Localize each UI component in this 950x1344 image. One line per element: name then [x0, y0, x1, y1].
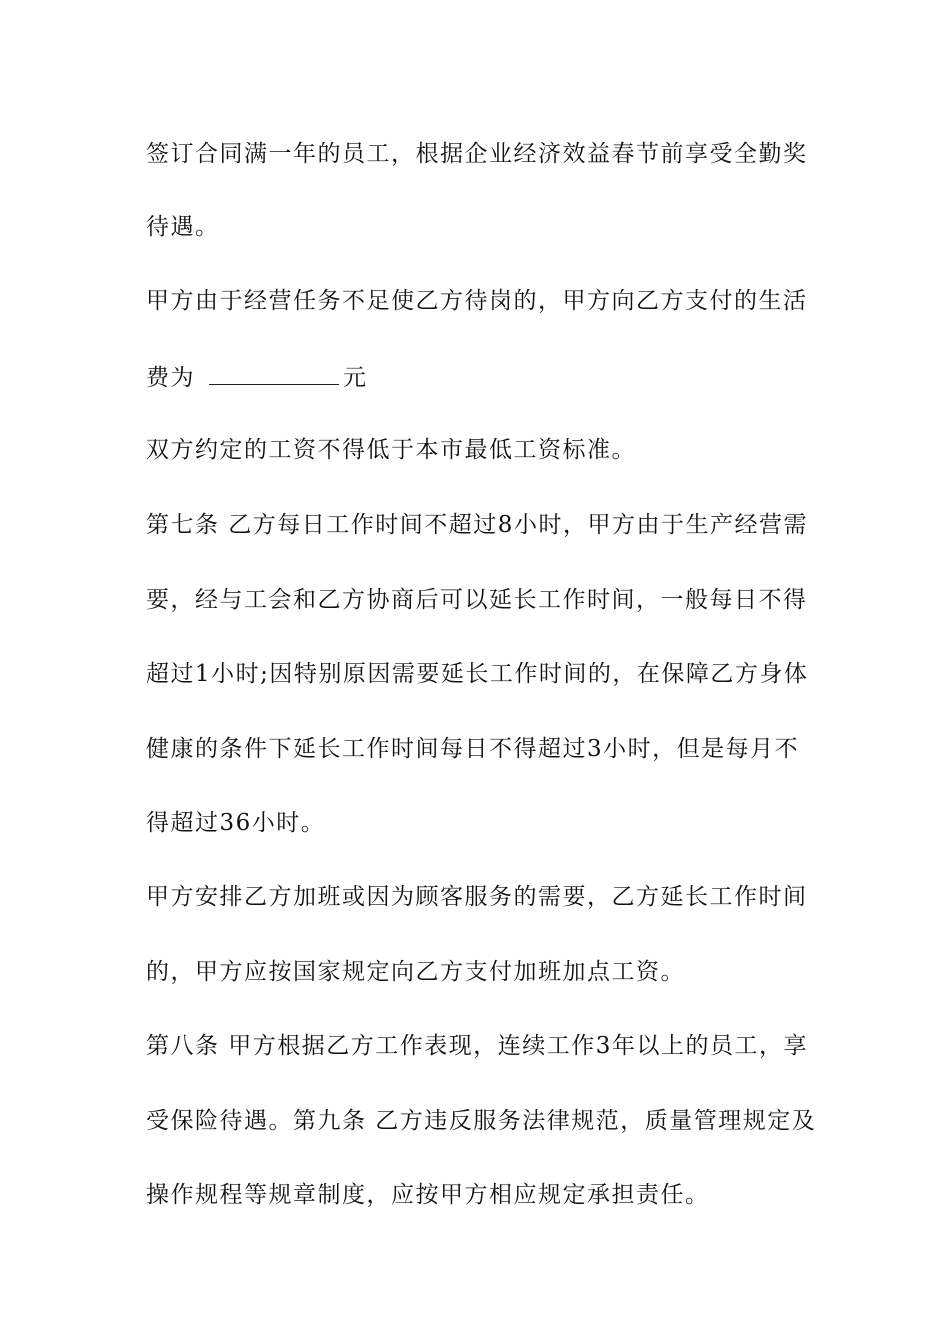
text-line: 甲方由于经营任务不足使乙方待岗的，甲方向乙方支付的生活: [146, 288, 808, 314]
text-line: 甲方安排乙方加班或因为顾客服务的需要，乙方延长工作时间: [146, 884, 808, 910]
text-line: 要，经与工会和乙方协商后可以延长工作时间，一般每日不得: [146, 587, 808, 613]
living-fee-prefix: 费为: [146, 365, 195, 391]
text-line: 超过1小时;因特别原因需要延长工作时间的，在保障乙方身体: [146, 661, 809, 687]
text-line: 健康的条件下延长工作时间每日不得超过3小时，但是每月不: [146, 736, 800, 762]
text-line: 受保险待遇。第九条 乙方违反服务法律规范，质量管理规定及: [146, 1108, 817, 1134]
text-line: 的，甲方应按国家规定向乙方支付加班加点工资。: [146, 959, 685, 985]
amount-blank: [209, 362, 339, 385]
text-line: 第七条 乙方每日工作时间不超过8小时，甲方由于生产经营需: [146, 512, 808, 538]
living-fee-line: [146, 362, 806, 393]
text-line: 双方约定的工资不得低于本市最低工资标准。: [146, 437, 636, 463]
text-line: 得超过36小时。: [146, 810, 326, 836]
text-line: 第八条 甲方根据乙方工作表现，连续工作3年以上的员工，享: [146, 1033, 808, 1059]
text-line: 待遇。: [146, 214, 220, 240]
text-line: 操作规程等规章制度，应按甲方相应规定承担责任。: [146, 1182, 710, 1208]
living-fee-suffix: 元: [343, 365, 368, 391]
text-line: 签订合同满一年的员工，根据企业经济效益春节前享受全勤奖: [146, 141, 808, 167]
